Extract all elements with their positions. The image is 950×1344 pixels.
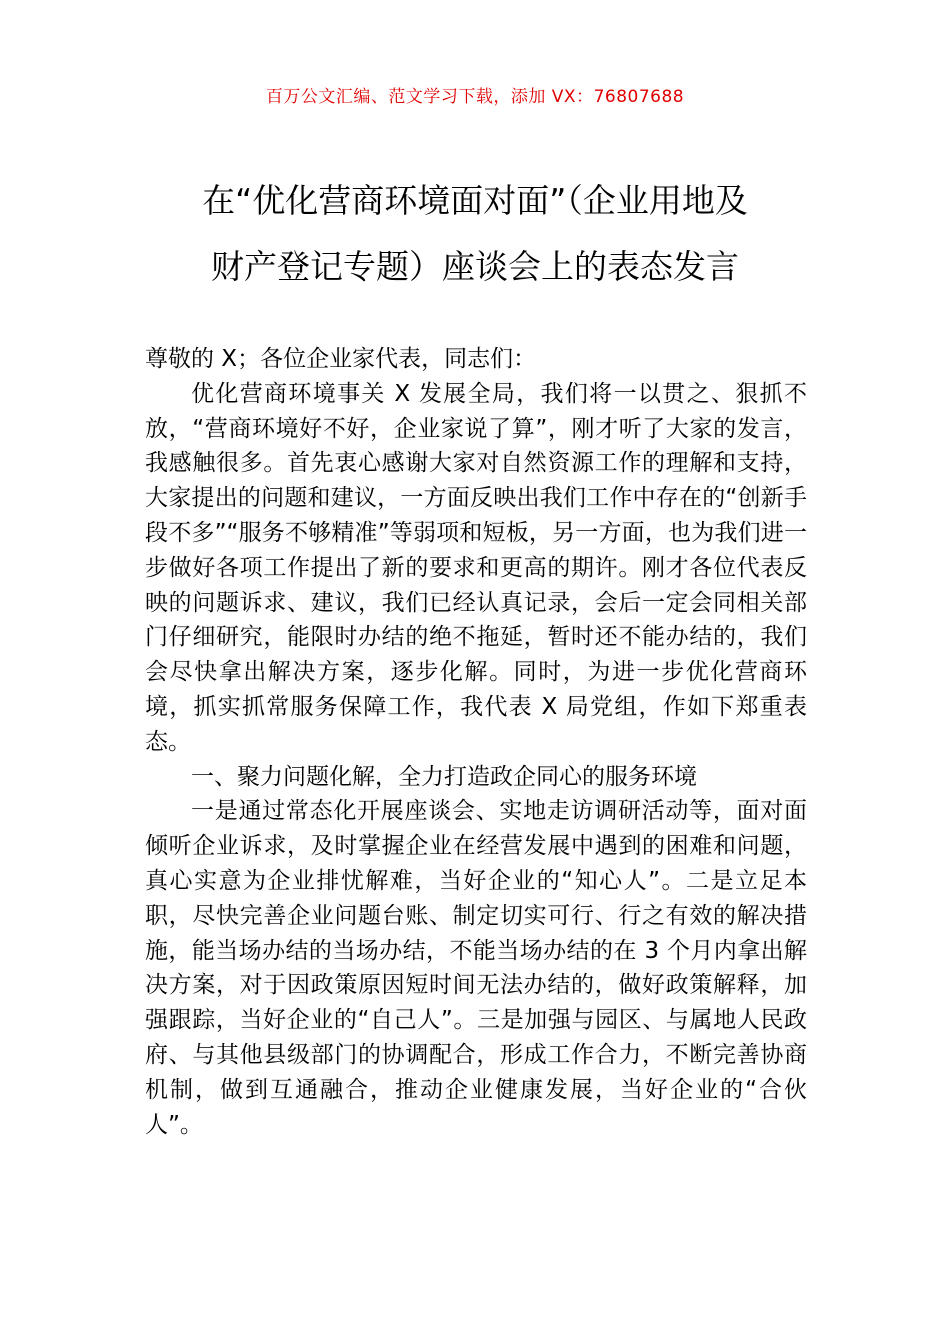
- paragraph-intro: 优化营商环境事关 X 发展全局，我们将一以贯之、狠抓不放，“营商环境好不好，企业家说了算”，刚才听了大家的发言，我感触很多。首先衷心感谢大家对自然资源工作的理解和支持，大家提出的问题和建议，一方面反映出我们工作中存在的“创新手段不多”“服务不够精准”等弱项和短板，另一方面，也为我们进一步做好各项工作提出了新的要求和更高的期许。刚才各位代表反映的问题诉求、建议，我们已经认真记录，会后一定会同相关部门仔细研究，能限时办结的绝不拖延，暂时还不能办结的，我们会尽快拿出解决方案，逐步化解。同时，为进一步优化营商环境，抓实抓常服务保障工作，我代表 X 局党组，作如下郑重表态。: [145, 380, 807, 755]
- header-notice: 百万公文汇编、范文学习下载，添加 VX：76807688: [265, 87, 685, 107]
- document-body: [145, 342, 807, 1142]
- paragraph-section-1: 一是通过常态化开展座谈会、实地走访调研活动等，面对面倾听企业诉求，及时掌握企业在经营发展中遇到的困难和问题，真心实意为企业排忧解难，当好企业的“知心人”。二是立足本职，尽快完善企业问题台账、制定切实可行、行之有效的解决措施，能当场办结的当场办结，不能当场办结的在 3 个月内拿出解决方案，对于因政策原因短时间无法办结的，做好政策解释，加强跟踪，当好企业的“自己人”。三是加强与园区、与属地人民政府、与其他县级部门的协调配合，形成工作合力，不断完善协商机制，做到互通融合，推动企业健康发展，当好企业的“合伙人”。: [145, 798, 807, 1138]
- salutation: 尊敬的 X；各位企业家代表，同志们：: [145, 346, 537, 372]
- document-title: [100, 168, 850, 300]
- title-line-1: 在“优化营商环境面对面”（企业用地及: [202, 181, 748, 220]
- section-heading-1: 一、聚力问题化解，全力打造政企同心的服务环境: [191, 763, 697, 790]
- title-line-2: 财产登记专题）座谈会上的表态发言: [211, 247, 739, 286]
